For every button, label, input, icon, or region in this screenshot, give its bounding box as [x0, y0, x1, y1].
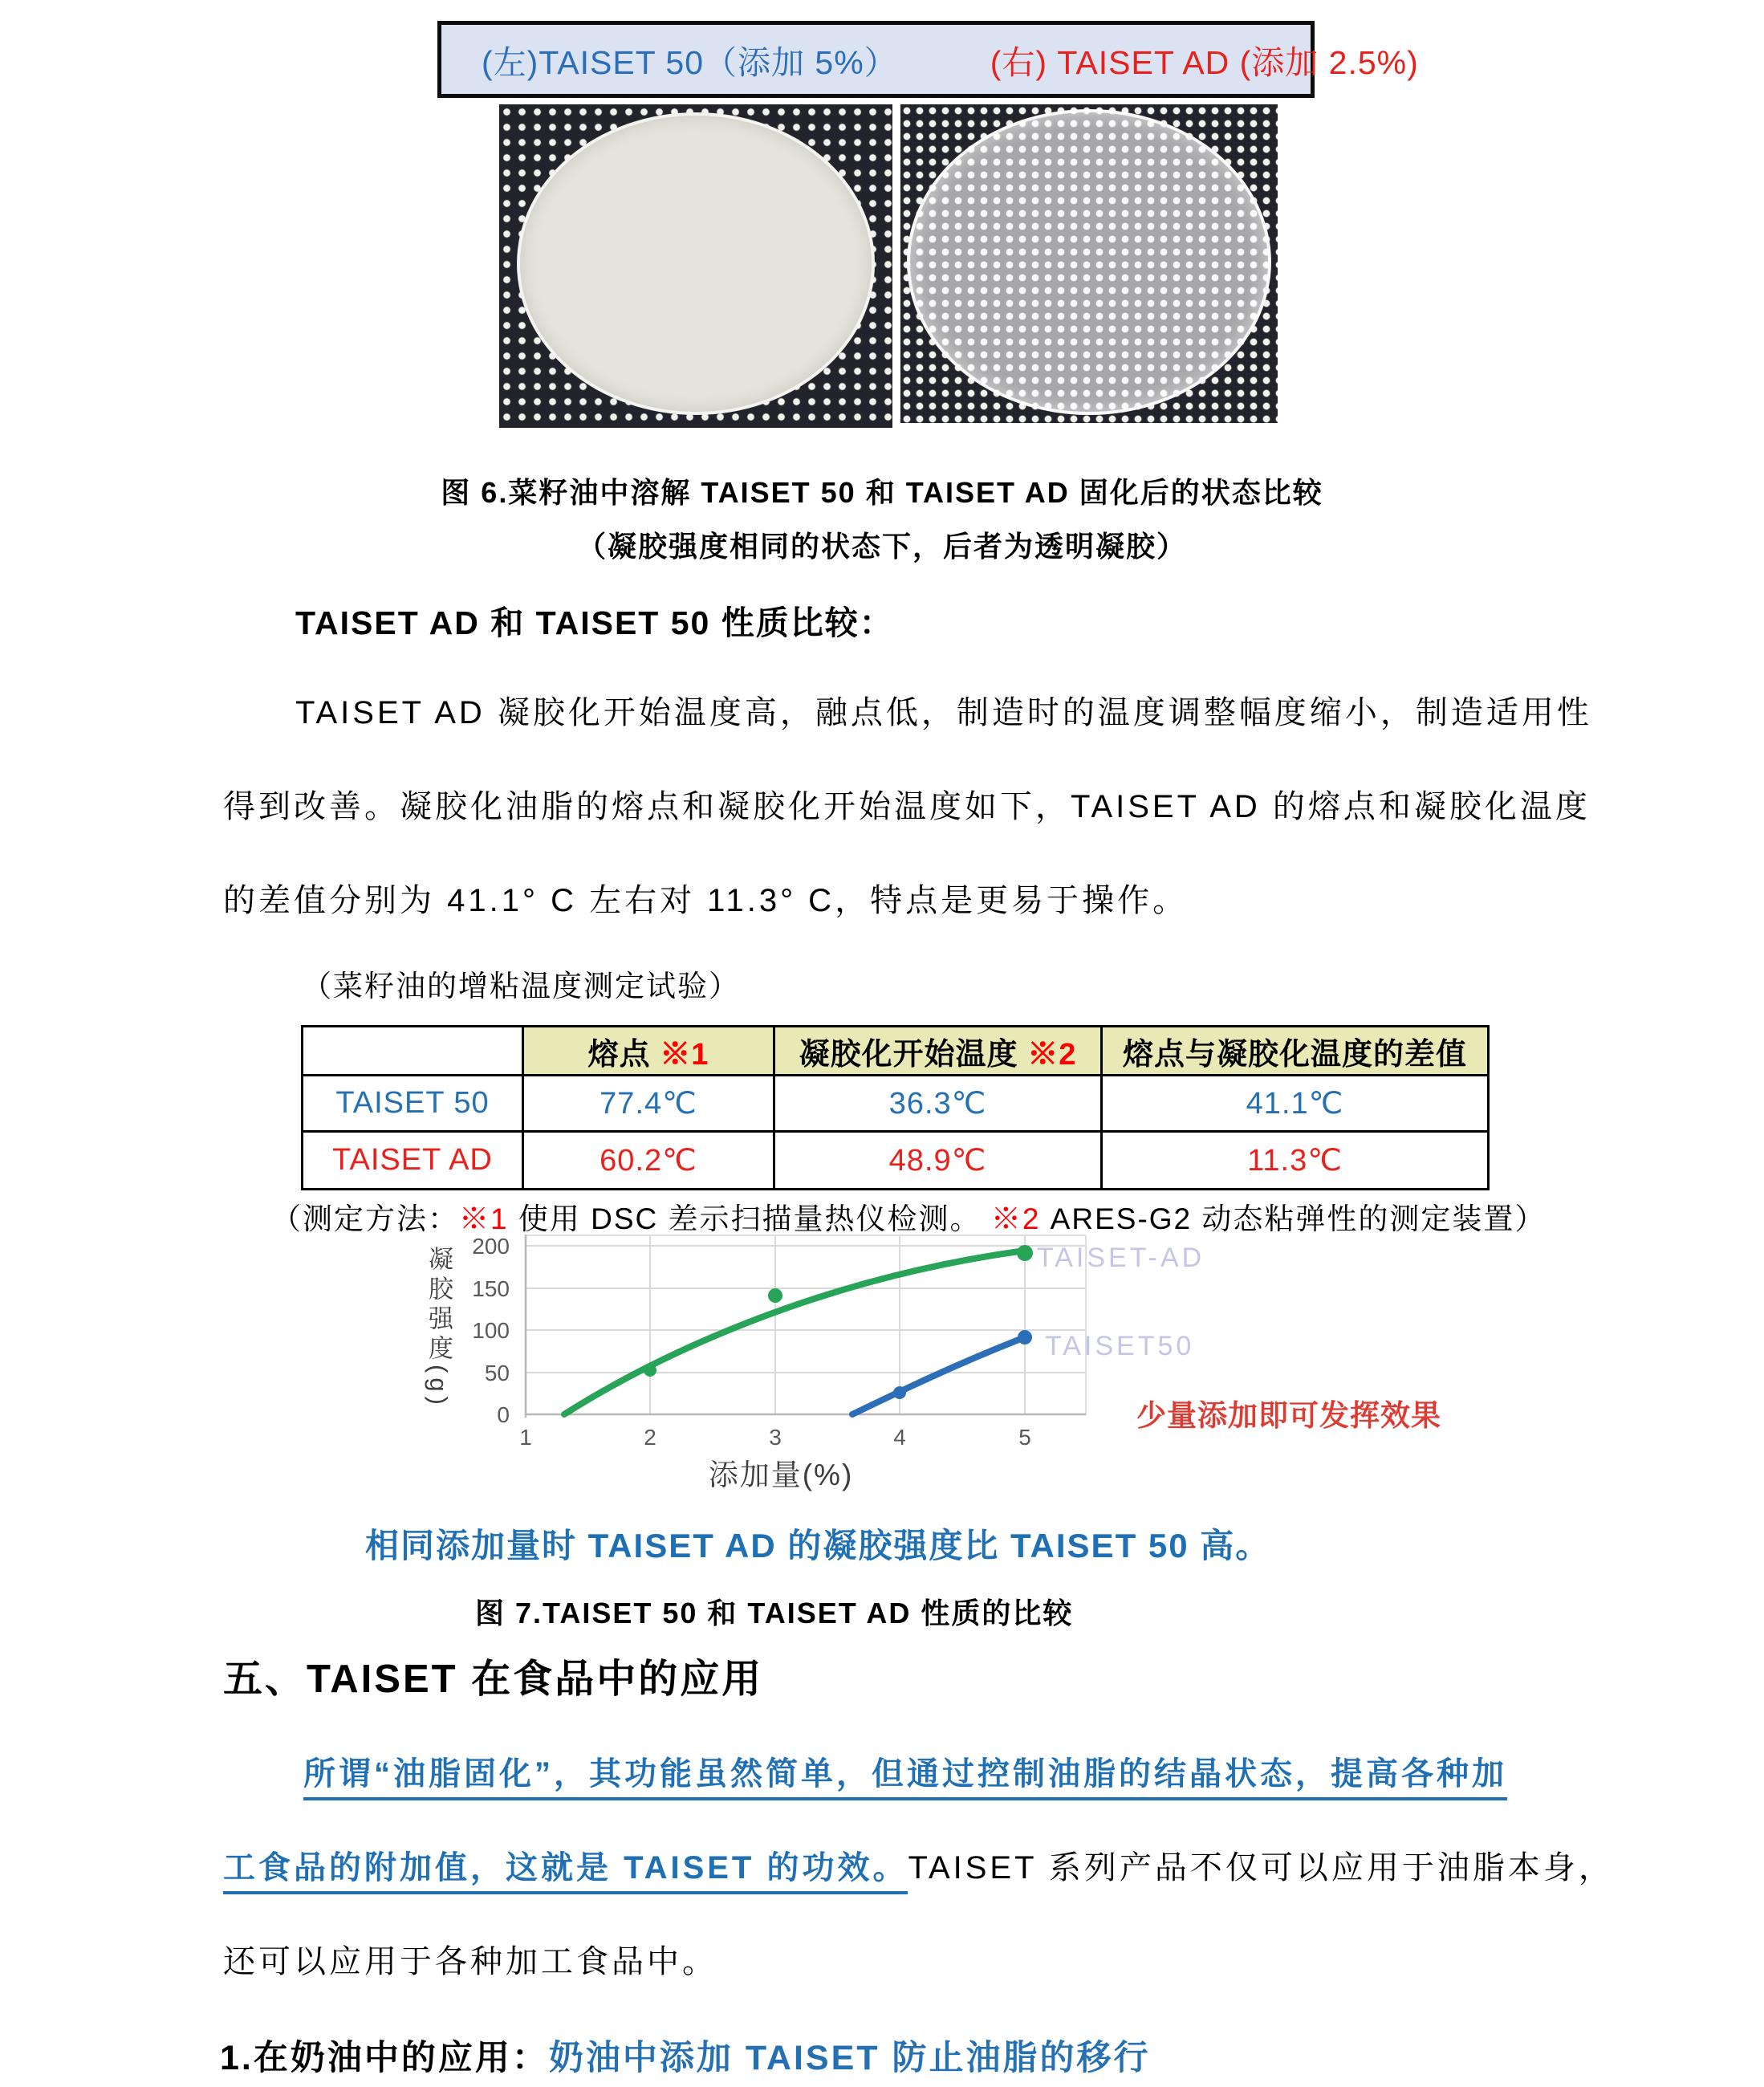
compare-paragraph-line3: 的差值分别为 41.1° C 左右对 11.3° C，特点是更易于操作。: [223, 883, 1189, 918]
taisetad-temp-difference: 11.3℃: [1102, 1132, 1489, 1190]
applications-paragraph-line2: [223, 1842, 1614, 1888]
paragraph-text: TAISET 系列产品不仅可以应用于油脂本身，: [908, 1850, 1614, 1886]
blue-underlined-text: 工食品的附加值，这就是 TAISET 的功效。: [223, 1850, 908, 1894]
compare-heading: TAISET AD 和 TAISET 50 性质比较：: [295, 604, 894, 641]
taiset50-temp-difference: 41.1℃: [1102, 1076, 1489, 1132]
chart-y-axis-label: 凝胶强度(g): [425, 1246, 453, 1410]
applications-paragraph-line1: [303, 1748, 1507, 1794]
opaque-gel-dish: [517, 112, 875, 415]
table-row: [303, 1076, 1489, 1132]
xtick-4: 4: [893, 1425, 906, 1450]
gel-strength-line-chart: [417, 1235, 1541, 1507]
xtick-3: 3: [769, 1425, 782, 1450]
taiset50-point-5pct: [1018, 1330, 1032, 1345]
chart-annotation: 少量添加即可发挥效果: [1136, 1399, 1441, 1432]
table-header-row: [303, 1027, 1489, 1076]
taisetad-point-2pct: [644, 1364, 656, 1377]
application1-line: [220, 2031, 1150, 2080]
taisetad-gel-start-temp: 48.9℃: [774, 1132, 1102, 1190]
figure6-caption-line2: （凝胶强度相同的状态下，后者为透明凝胶）: [576, 530, 1187, 563]
applications-heading: 五、TAISET 在食品中的应用: [223, 1658, 764, 1701]
table-header-gel-start-temp: 凝胶化开始温度 ※2: [774, 1027, 1102, 1076]
taiset50-melting-point: 77.4℃: [523, 1076, 774, 1132]
chart-x-axis-label: 添加量(%): [708, 1458, 854, 1491]
method-note: （测定方法：※1 使用 DSC 差示扫描量热仪检测。 ※2 ARES-G2 动态粘弹性的测定装置）: [271, 1202, 1547, 1235]
figure6-right-sample-label: (右) TAISET AD (添加 2.5%): [990, 43, 1419, 81]
row-label-taisetad: TAISET AD: [303, 1132, 523, 1190]
taiset50-curve: [852, 1337, 1025, 1414]
table-header-melting-point: 熔点 ※1: [523, 1027, 774, 1076]
footnote-mark-1: ※1: [459, 1202, 509, 1235]
legend-taiset50: TAISET50: [1045, 1331, 1195, 1361]
ytick-100: 100: [472, 1318, 510, 1343]
taisetad-point-5pct: [1017, 1245, 1033, 1261]
taiset50-gel-start-temp: 36.3℃: [774, 1076, 1102, 1132]
photo-taiset50-gel: [499, 104, 892, 428]
taisetad-melting-point: 60.2℃: [523, 1132, 774, 1190]
blue-underlined-text: 所谓“油脂固化”，其功能虽然简单，但通过控制油脂的结晶状态，提高各种加: [303, 1756, 1507, 1800]
footnote-mark-2: ※2: [1027, 1037, 1077, 1072]
ytick-0: 0: [497, 1402, 510, 1427]
table-corner-cell: [303, 1027, 523, 1076]
figure7-statement: 相同添加量时 TAISET AD 的凝胶强度比 TAISET 50 高。: [365, 1527, 1271, 1564]
xtick-5: 5: [1018, 1425, 1031, 1450]
property-comparison-table: [301, 1025, 1490, 1190]
figure6-caption-line1: 图 6.菜籽油中溶解 TAISET 50 和 TAISET AD 固化后的状态比较: [441, 476, 1323, 509]
viscosity-test-note: （菜籽油的增粘温度测定试验）: [302, 970, 740, 1003]
figure7-caption: 图 7.TAISET 50 和 TAISET AD 性质的比较: [475, 1597, 1074, 1629]
taisetad-point-3pct: [768, 1288, 782, 1303]
xtick-2: 2: [644, 1425, 656, 1450]
application1-description: 奶油中添加 TAISET 防止油脂的移行: [548, 2039, 1151, 2077]
taiset50-point-4pct: [893, 1386, 906, 1399]
compare-paragraph-line2: 得到改善。凝胶化油脂的熔点和凝胶化开始温度如下，TAISET AD 的熔点和凝胶化温度: [223, 789, 1591, 824]
table-header-temp-difference: 熔点与凝胶化温度的差值: [1102, 1027, 1489, 1076]
applications-paragraph-line3: 还可以应用于各种加工食品中。: [223, 1944, 717, 1979]
ytick-50: 50: [484, 1361, 510, 1385]
figure6-label-box: [437, 21, 1419, 98]
ytick-200: 200: [472, 1235, 510, 1259]
footnote-mark-2: ※2: [990, 1202, 1041, 1235]
table-row: [303, 1132, 1489, 1190]
footnote-mark-1: ※1: [660, 1037, 709, 1072]
legend-taisetad: TAISET-AD: [1037, 1243, 1205, 1273]
row-label-taiset50: TAISET 50: [303, 1076, 523, 1132]
taisetad-curve: [564, 1251, 1025, 1414]
photo-taisetad-gel: [900, 104, 1278, 423]
transparent-gel-dish: [907, 109, 1270, 415]
ytick-150: 150: [472, 1276, 510, 1301]
xtick-1: 1: [519, 1425, 532, 1450]
figure6-left-sample-label: (左)TAISET 50（添加 5%）: [482, 43, 898, 81]
compare-paragraph-line1: TAISET AD 凝胶化开始温度高，融点低，制造时的温度调整幅度缩小，制造适用性: [295, 695, 1592, 730]
application1-label: 1.在奶油中的应用：: [220, 2039, 549, 2077]
